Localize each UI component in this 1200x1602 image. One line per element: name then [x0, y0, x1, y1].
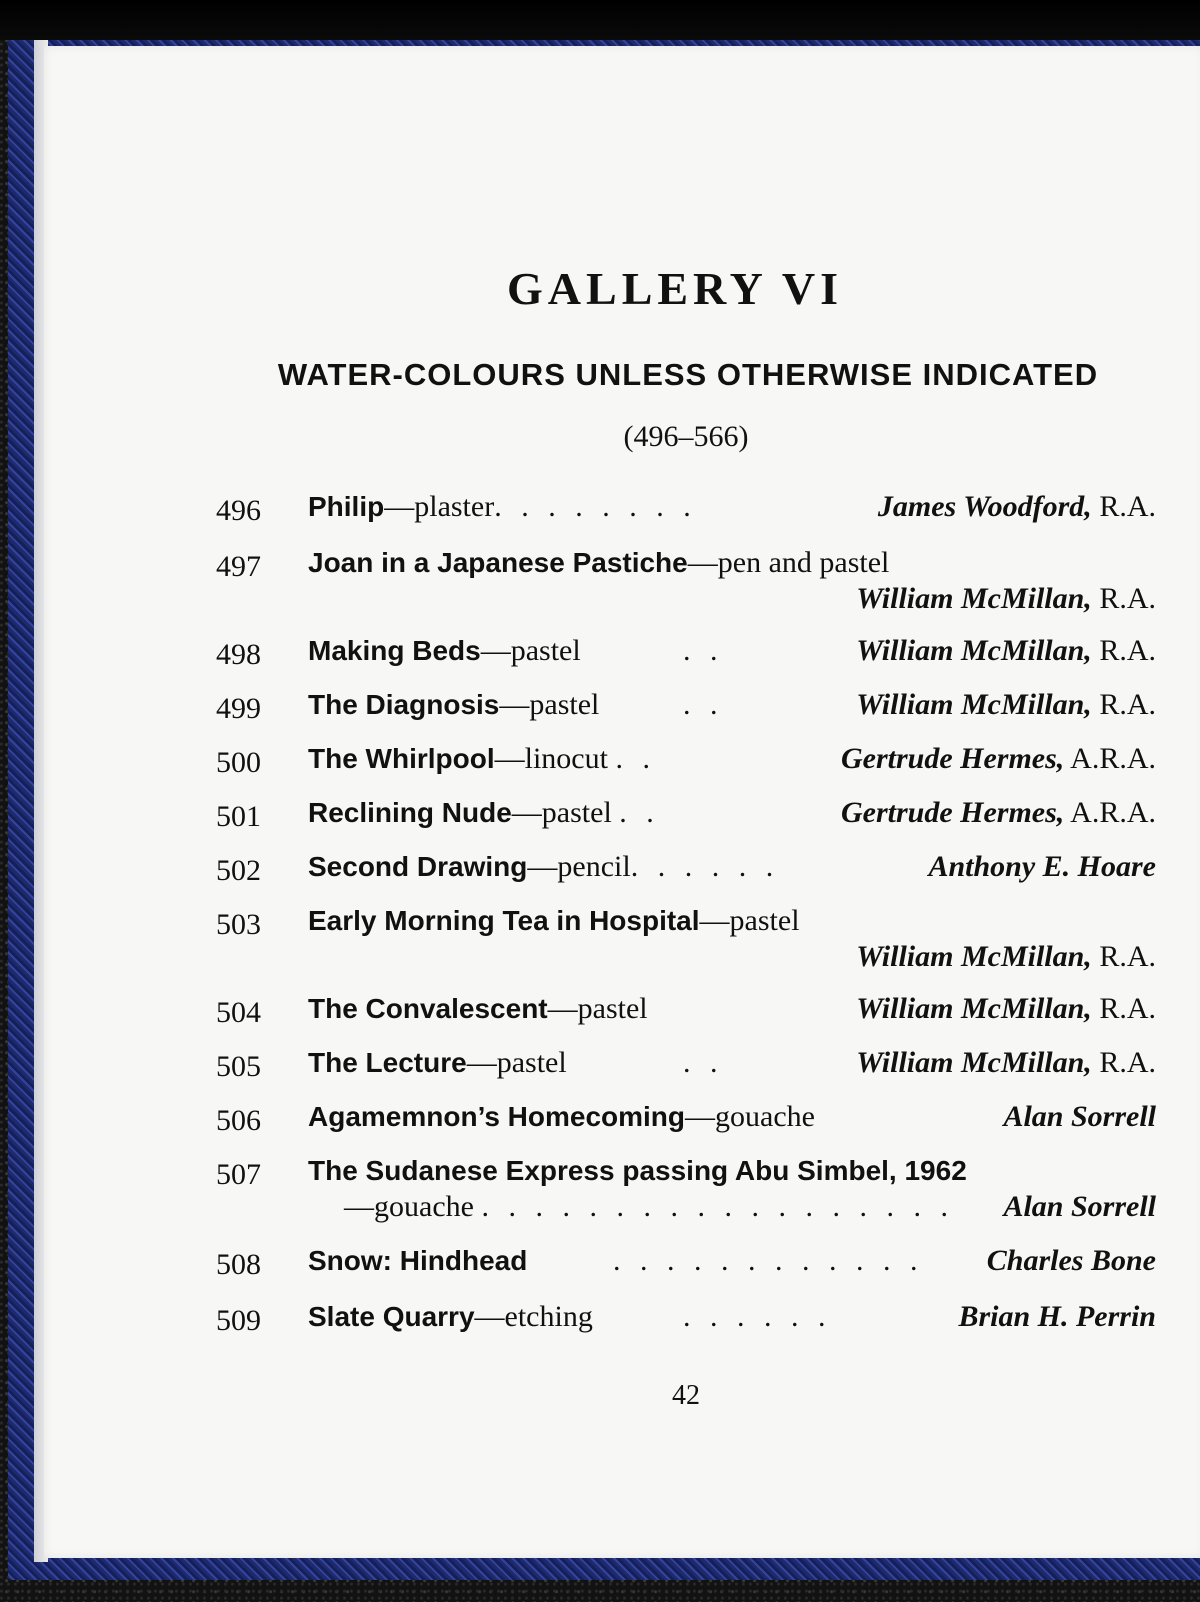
entry-artist: William McMillan, [856, 634, 1092, 667]
leader-dots: . . [619, 796, 660, 829]
catalogue-entry [216, 546, 1156, 634]
entry-number: 498 [216, 638, 261, 671]
entry-medium: —pen and pastel [687, 546, 890, 579]
top-shadow [0, 0, 1200, 40]
entry-title: Philip [308, 491, 385, 522]
entry-title: Agamemnon’s Homecoming [308, 1101, 686, 1132]
entry-artist: William McMillan, [856, 582, 1092, 615]
catalogue-entry [216, 1154, 1156, 1244]
catalogue-range: (496–566) [623, 420, 749, 453]
entry-number: 505 [216, 1050, 261, 1083]
catalogue-entry [216, 850, 1156, 904]
entry-honour: R.A. [1091, 1046, 1156, 1079]
leader-dots: . . [615, 742, 656, 775]
entry-number: 499 [216, 692, 261, 725]
entry-medium: —pastel [480, 634, 581, 667]
leader-dots: . . . . . . [630, 850, 780, 883]
entry-honour: R.A. [1091, 582, 1156, 615]
leader-dots: . . [683, 634, 724, 667]
entry-honour: R.A. [1091, 940, 1156, 973]
entry-honour: A.R.A. [1064, 796, 1156, 829]
entry-number: 502 [216, 854, 261, 887]
entry-artist: Anthony E. Hoare [928, 850, 1156, 883]
entry-honour: R.A. [1091, 688, 1156, 721]
page-number: 42 [672, 1380, 700, 1411]
entry-number: 496 [216, 494, 261, 527]
entry-title: The Lecture [308, 1047, 467, 1078]
entry-title: Slate Quarry [308, 1301, 475, 1332]
catalogue-entry [216, 904, 1156, 992]
leader-dots: . . . . . . . . . . . . [613, 1244, 924, 1277]
catalogue-entry [216, 688, 1156, 742]
entry-medium: —etching [474, 1300, 593, 1333]
catalogue-entry [216, 1300, 1156, 1354]
entry-honour: A.R.A. [1064, 742, 1156, 775]
catalogue-entry [216, 490, 1156, 546]
catalogue-list [216, 490, 1156, 1354]
entry-number: 507 [216, 1158, 261, 1191]
entry-title: The Whirlpool [308, 743, 495, 774]
section-subtitle: WATER-COLOURS UNLESS OTHERWISE INDICATED [277, 357, 1099, 392]
entry-title: The Diagnosis [308, 689, 500, 720]
entry-number: 508 [216, 1248, 261, 1281]
entry-artist: Gertrude Hermes, [840, 796, 1065, 829]
entry-medium: —gouache [685, 1100, 815, 1133]
catalogue-entry [216, 1046, 1156, 1100]
entry-medium: —pastel [511, 796, 612, 829]
entry-honour: R.A. [1091, 490, 1156, 523]
entry-title: The Convalescent [308, 993, 548, 1024]
catalogue-entry [216, 742, 1156, 796]
entry-title: Second Drawing [308, 851, 528, 882]
entry-title: Early Morning Tea in Hospital [308, 905, 700, 936]
entry-number: 504 [216, 996, 261, 1029]
entry-number: 506 [216, 1104, 261, 1137]
leader-dots: . . . . . . . . [494, 490, 697, 523]
entry-artist: Brian H. Perrin [958, 1300, 1156, 1333]
entry-honour: R.A. [1091, 992, 1156, 1025]
entry-medium: —pencil [527, 850, 631, 883]
entry-artist: Alan Sorrell [1003, 1190, 1156, 1223]
catalogue-entry [216, 796, 1156, 850]
catalogue-entry [216, 1100, 1156, 1154]
entry-artist: William McMillan, [856, 1046, 1092, 1079]
entry-artist: Alan Sorrell [1003, 1100, 1156, 1133]
entry-medium: —pastel [699, 904, 800, 937]
page-title: GALLERY VI [507, 263, 843, 314]
leader-dots: . . . . . . [683, 1300, 832, 1333]
entry-number: 503 [216, 908, 261, 941]
entry-artist: Gertrude Hermes, [840, 742, 1065, 775]
leader-dots: . . . . . . . . . . . . . . . . . . [481, 1190, 954, 1223]
catalogue-entry [216, 992, 1156, 1046]
leader-dots: . . [683, 1046, 724, 1079]
entry-medium: —plaster [384, 490, 495, 523]
leader-dots: . . [683, 688, 724, 721]
entry-artist: William McMillan, [856, 940, 1092, 973]
entry-title: Joan in a Japanese Pastiche [308, 547, 688, 578]
catalogue-entry [216, 1244, 1156, 1300]
entry-artist: James Woodford, [877, 490, 1092, 523]
entry-title: Making Beds [308, 635, 481, 666]
entry-medium: —linocut [494, 742, 608, 775]
entry-artist: Charles Bone [986, 1244, 1156, 1277]
entry-number: 497 [216, 550, 261, 583]
entry-title: Snow: Hindhead [308, 1245, 528, 1276]
entry-number: 509 [216, 1304, 261, 1337]
entry-medium: —pastel [466, 1046, 567, 1079]
entry-medium: —pastel [499, 688, 600, 721]
entry-honour: R.A. [1091, 634, 1156, 667]
entry-medium: —gouache [344, 1190, 474, 1223]
entry-number: 500 [216, 746, 261, 779]
entry-medium: —pastel [547, 992, 648, 1025]
entry-number: 501 [216, 800, 261, 833]
entry-title: The Sudanese Express passing Abu Simbel, 1962 [308, 1155, 967, 1186]
catalogue-entry [216, 634, 1156, 688]
entry-artist: William McMillan, [856, 688, 1092, 721]
entry-artist: William McMillan, [856, 992, 1092, 1025]
entry-title: Reclining Nude [308, 797, 512, 828]
